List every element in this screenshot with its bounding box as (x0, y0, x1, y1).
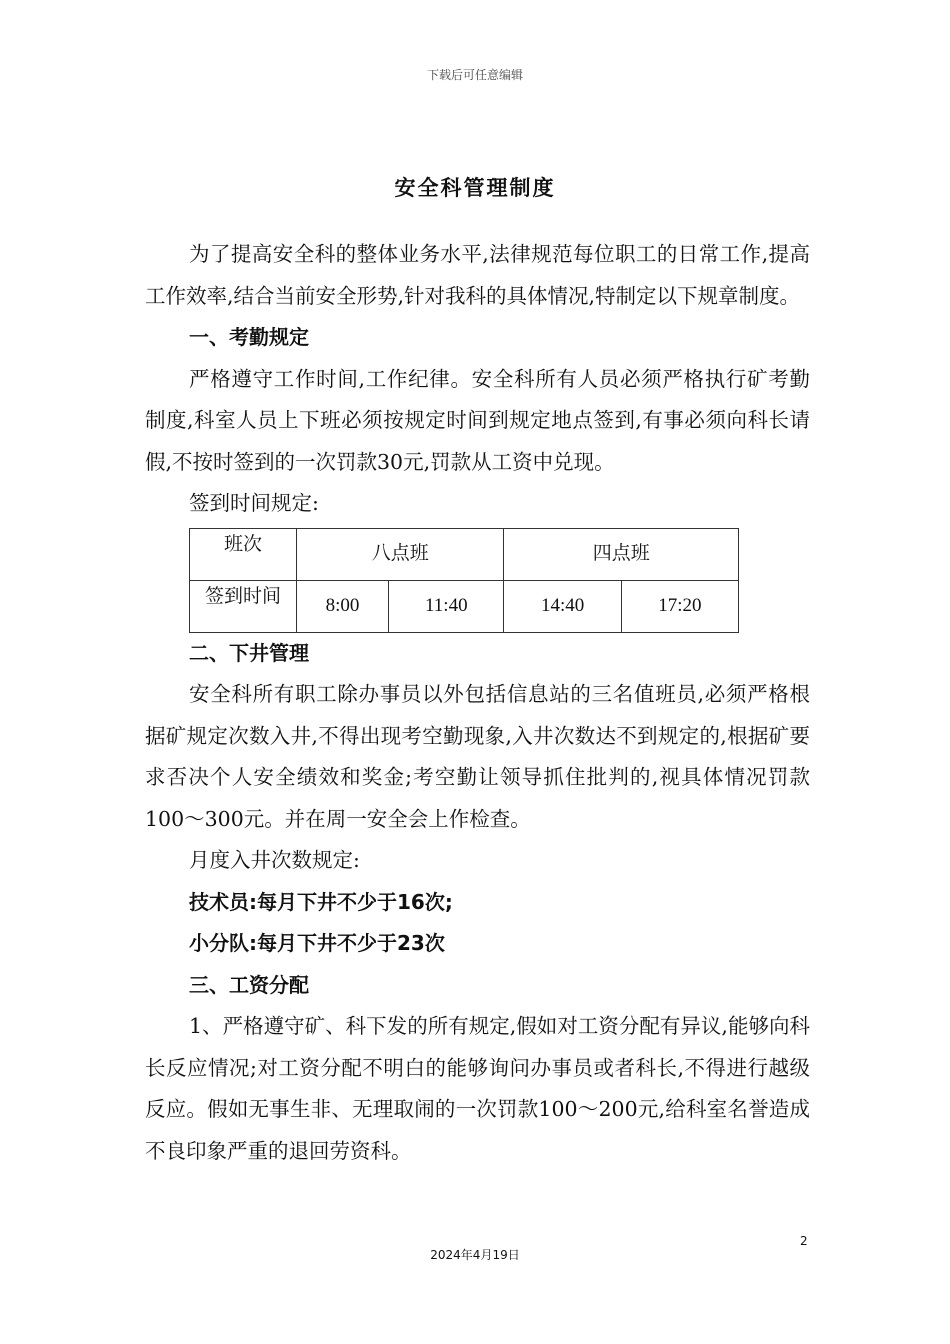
document-title: 安全科管理制度 (394, 176, 556, 200)
page-number: 2 (800, 1234, 808, 1248)
table-cell-signin-label: 签到时间 (190, 580, 297, 632)
footer-date: 2024年4月19日 (430, 1248, 520, 1262)
table-cell-time: 8:00 (297, 580, 389, 632)
monthly-rule-caption: 月度入井次数规定: (189, 848, 360, 872)
signin-table-caption: 签到时间规定: (189, 491, 319, 515)
section-heading-attendance: 一、考勤规定 (189, 325, 309, 349)
table-row (190, 528, 739, 580)
signin-time-table (189, 528, 739, 633)
table-cell-shift-label: 班次 (190, 528, 297, 580)
rule-squad: 小分队:每月下井不少于23次 (189, 931, 445, 955)
table-cell-shift-eight: 八点班 (297, 528, 504, 580)
section-heading-salary: 三、工资分配 (189, 972, 309, 997)
document-body (145, 234, 810, 1172)
section-heading-underground: 二、下井管理 (189, 640, 309, 665)
table-cell-time: 14:40 (504, 580, 621, 632)
table-cell-shift-four: 四点班 (504, 528, 739, 580)
table-cell-time: 17:20 (621, 580, 738, 632)
rule-technician: 技术员:每月下井不少于16次; (189, 889, 453, 914)
salary-paragraph: 1、严格遵守矿、科下发的所有规定,假如对工资分配有异议,能够向科长反应情况;对工资分配不明白的能够询问办事员或者科长,不得进行越级反应。假如无事生非、无理取闹的一次罚款100～200元,给科室名誉造成不良印象严重的退回劳资科。 (145, 1014, 810, 1163)
underground-paragraph: 安全科所有职工除办事员以外包括信息站的三名值班员,必须严格根据矿规定次数入井,不得出现考空勤现象,入井次数达不到规定的,根据矿要求否决个人安全绩效和奖金;考空勤让领导抓住批判的,视具体情况罚款100～300元。并在周一安全会上作检查。 (145, 682, 810, 831)
intro-paragraph: 为了提高安全科的整体业务水平,法律规范每位职工的日常工作,提高工作效率,结合当前安全形势,针对我科的具体情况,特制定以下规章制度。 (145, 242, 810, 308)
page-header-note: 下载后可任意编辑 (426, 68, 523, 82)
table-row (190, 580, 739, 632)
attendance-paragraph: 严格遵守工作时间,工作纪律。安全科所有人员必须严格执行矿考勤制度,科室人员上下班必须按规定时间到规定地点签到,有事必须向科长请假,不按时签到的一次罚款30元,罚款从工资中兑现。 (145, 366, 810, 474)
table-cell-time: 11:40 (389, 580, 504, 632)
